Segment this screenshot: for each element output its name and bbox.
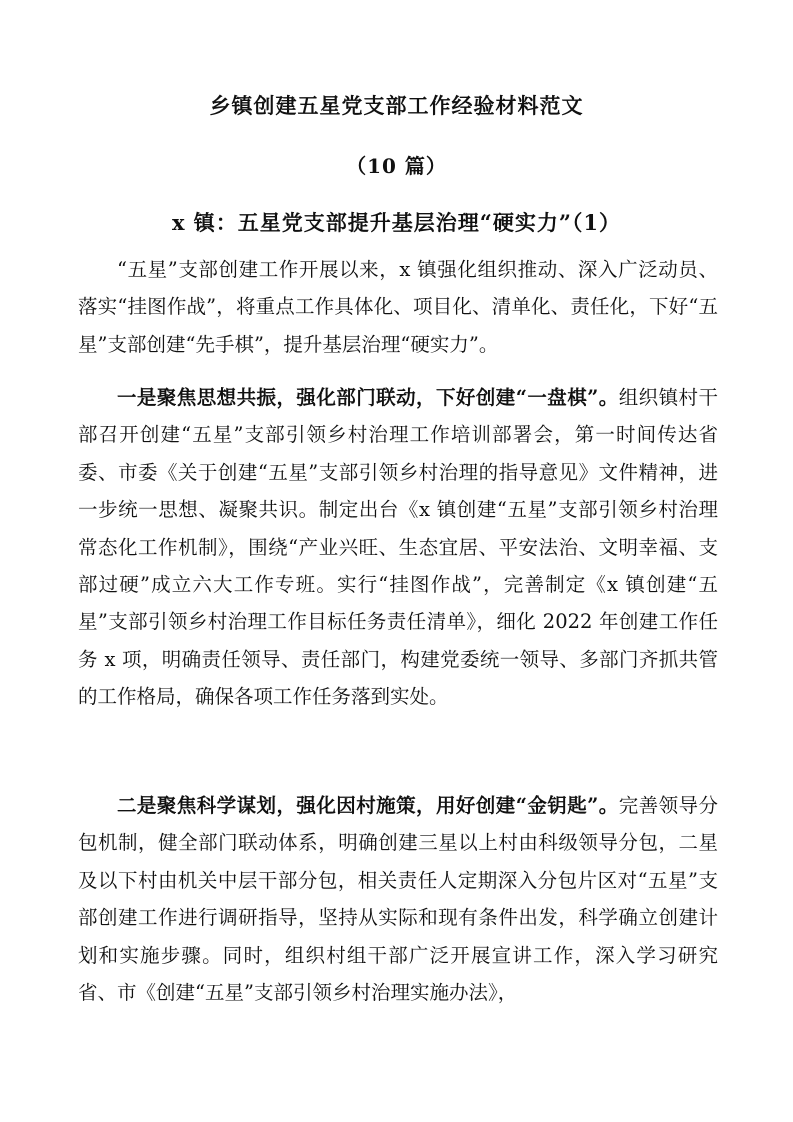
paragraph-lead: 二是聚焦科学谋划，强化因村施策，用好创建“金钥匙”。: [117, 794, 619, 817]
section-title: x 镇：五星党支部提升基层治理“硬实力”（1）: [171, 210, 622, 235]
paragraph-text: 完善领导分包机制，健全部门联动体系，明确创建三星以上村由科级领导分包，二星及以下村由机关中层干部分包，相关责任人定期深入分包片区对“五星”支部创建工作进行调研指导，坚持从实际和现有条件出发，科学确立创建计划和实施步骤。同时，组织村组干部广泛开展宣讲工作，深入学习研究省、市《创建“五星”支部引领乡村治理实施办法》，: [78, 794, 718, 1005]
paragraph-text: 组织镇村干部召开创建“五星”支部引领乡村治理工作培训部署会，第一时间传达省委、市委《关于创建“五星”支部引领乡村治理的指导意见》文件精神，进一步统一思想、凝聚共识。制定出台《x 镇创建“五星”支部引领乡村治理常态化工作机制》，围绕“产业兴旺、生态宜居、平安法治、文明幸福、支部过硬”成立六大工作专班。实行“挂图作战”，完善制定《x 镇创建“五星”支部引领乡村治理工作目标任务责任清单》，细化 2022 年创建工作任务 x 项，明确责任领导、责任部门，构建党委统一领导、多部门齐抓共管的工作格局，确保各项工作任务落到实处。: [78, 386, 718, 709]
paragraph-lead: 一是聚焦思想共振，强化部门联动，下好创建“一盘棋”。: [117, 386, 619, 409]
paragraph-text: “五星”支部创建工作开展以来，x 镇强化组织推动、深入广泛动员、落实“挂图作战”，将重点工作具体化、项目化、清单化、责任化，下好“五星”支部创建“先手棋”，提升基层治理“硬实力”。: [78, 258, 718, 356]
document-count-label: （10 篇）: [346, 154, 447, 178]
point-one-paragraph: [78, 379, 718, 716]
point-two-paragraph: [78, 787, 718, 1011]
intro-paragraph: [78, 251, 718, 363]
document-title: 乡镇创建五星党支部工作经验材料范文: [209, 93, 584, 118]
